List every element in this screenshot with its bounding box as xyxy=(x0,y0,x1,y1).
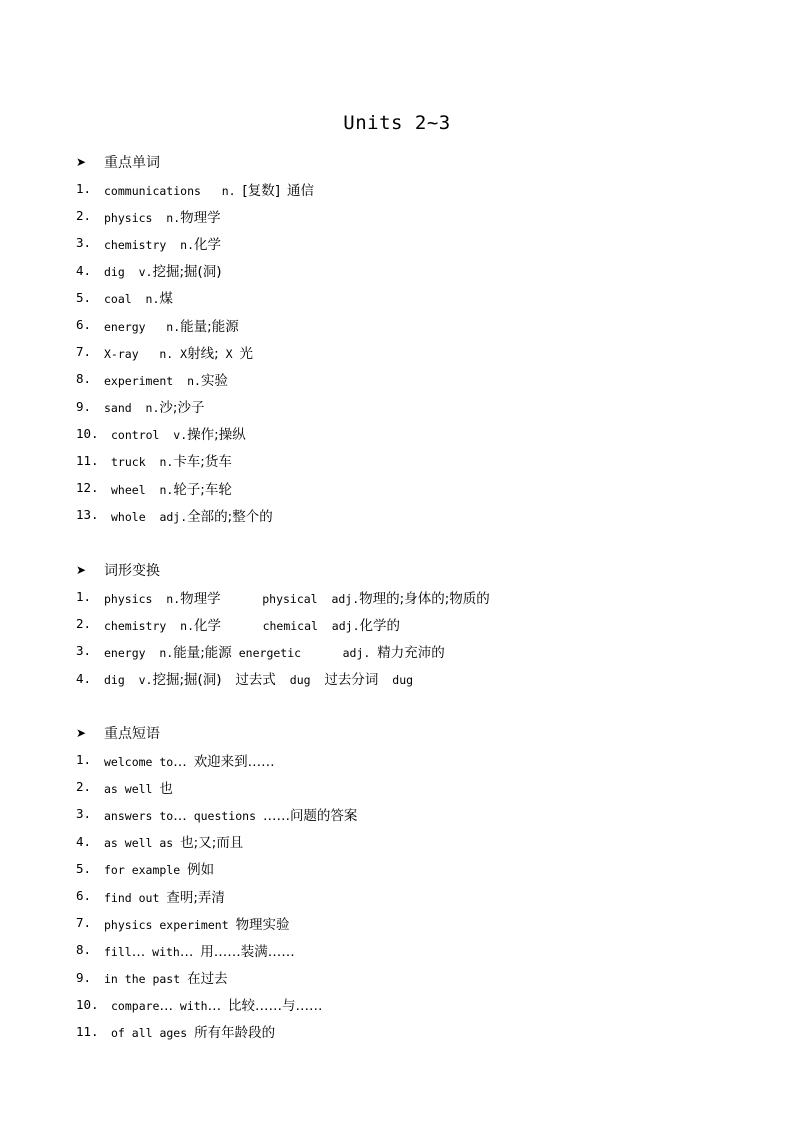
list-item xyxy=(76,420,314,447)
section-heading-text: 词形变换 xyxy=(104,562,160,579)
list-item xyxy=(76,800,357,827)
item-number: 8. xyxy=(76,942,92,958)
list-item xyxy=(76,746,357,773)
list-item xyxy=(76,610,490,637)
item-text: sand n.沙;沙子 xyxy=(104,400,205,417)
item-text: physics experiment 物理实验 xyxy=(104,916,290,933)
section-heading-text: 重点短语 xyxy=(104,725,160,742)
item-number: 7. xyxy=(76,915,92,931)
item-text: dig v.挖掘;掘(洞) 过去式 dug 过去分词 dug xyxy=(104,672,414,689)
list-item xyxy=(76,474,314,501)
item-number: 4. xyxy=(76,670,92,686)
item-text: physics n.物理学 xyxy=(104,209,221,226)
item-text: coal n.煤 xyxy=(104,291,173,308)
list-item xyxy=(76,964,357,991)
item-number: 7. xyxy=(76,344,92,360)
item-number: 5. xyxy=(76,860,92,876)
item-number: 9. xyxy=(76,398,92,414)
item-text: chemistry n.化学 chemical adj.化学的 xyxy=(104,617,400,634)
list-item xyxy=(76,284,314,311)
list-item xyxy=(76,909,357,936)
item-text: for example 例如 xyxy=(104,862,215,879)
item-number: 3. xyxy=(76,643,92,659)
item-text: control v.操作;操纵 xyxy=(111,427,246,444)
item-number: 6. xyxy=(76,317,92,333)
list-item xyxy=(76,365,314,392)
item-number: 2. xyxy=(76,616,92,632)
item-number: 10. xyxy=(76,996,99,1012)
section-key-phrases xyxy=(76,719,357,1045)
item-number: 12. xyxy=(76,480,99,496)
item-text: physics n.物理学 physical adj.物理的;身体的;物质的 xyxy=(104,590,490,607)
list-item xyxy=(76,1018,357,1045)
item-text: energy n.能量;能源 energetic adj. 精力充沛的 xyxy=(104,644,445,661)
item-number: 9. xyxy=(76,969,92,985)
item-number: 1. xyxy=(76,589,92,605)
item-number: 11. xyxy=(76,452,99,468)
item-text: of all ages 所有年龄段的 xyxy=(111,1025,276,1042)
list-item xyxy=(76,257,314,284)
arrow-bullet-icon: ➤ xyxy=(76,562,87,577)
item-number: 13. xyxy=(76,507,99,523)
item-text: in the past 在过去 xyxy=(104,971,228,988)
section-heading xyxy=(76,719,357,746)
list-item xyxy=(76,855,357,882)
item-text: as well as 也;又;而且 xyxy=(104,835,244,852)
list-item xyxy=(76,665,490,692)
list-item xyxy=(76,175,314,202)
list-item xyxy=(76,828,357,855)
item-text: dig v.挖掘;掘(洞) xyxy=(104,264,222,281)
section-heading xyxy=(76,148,314,175)
section-word-forms xyxy=(76,556,490,692)
item-text: compare… with… 比较……与…… xyxy=(111,998,323,1015)
item-text: truck n.卡车;货车 xyxy=(111,454,232,471)
item-text: chemistry n.化学 xyxy=(104,236,222,253)
item-number: 2. xyxy=(76,779,92,795)
item-number: 1. xyxy=(76,752,92,768)
item-text: wheel n.轮子;车轮 xyxy=(111,481,232,498)
section-heading xyxy=(76,556,490,583)
list-item xyxy=(76,773,357,800)
list-item xyxy=(76,447,314,474)
arrow-bullet-icon: ➤ xyxy=(76,725,87,740)
item-number: 5. xyxy=(76,289,92,305)
list-item xyxy=(76,229,314,256)
list-item xyxy=(76,583,490,610)
item-number: 2. xyxy=(76,208,92,224)
item-number: 1. xyxy=(76,181,92,197)
item-number: 3. xyxy=(76,235,92,251)
item-number: 8. xyxy=(76,371,92,387)
item-text: fill… with… 用……装满…… xyxy=(104,943,295,960)
list-item xyxy=(76,936,357,963)
item-number: 4. xyxy=(76,833,92,849)
item-number: 3. xyxy=(76,806,92,822)
list-item xyxy=(76,991,357,1018)
list-item xyxy=(76,637,490,664)
item-number: 4. xyxy=(76,262,92,278)
item-text: find out 查明;弄清 xyxy=(104,889,225,906)
item-number: 6. xyxy=(76,888,92,904)
arrow-bullet-icon: ➤ xyxy=(76,154,87,169)
page-title: Units 2~3 xyxy=(343,112,451,134)
item-text: welcome to… 欢迎来到…… xyxy=(104,753,275,770)
item-number: 11. xyxy=(76,1023,99,1039)
item-text: communications n. [复数] 通信 xyxy=(104,182,314,199)
section-key-words xyxy=(76,148,314,528)
item-text: experiment n.实验 xyxy=(104,372,228,389)
item-text: X-ray n. X射线; X 光 xyxy=(104,345,253,362)
item-text: answers to… questions ……问题的答案 xyxy=(104,807,358,824)
item-text: energy n.能量;能源 xyxy=(104,318,239,335)
item-text: whole adj.全部的;整个的 xyxy=(111,508,273,525)
list-item xyxy=(76,338,314,365)
list-item xyxy=(76,882,357,909)
item-number: 10. xyxy=(76,425,99,441)
item-text: as well 也 xyxy=(104,780,173,797)
list-item xyxy=(76,202,314,229)
list-item xyxy=(76,501,314,528)
section-heading-text: 重点单词 xyxy=(104,154,160,171)
list-item xyxy=(76,311,314,338)
list-item xyxy=(76,393,314,420)
